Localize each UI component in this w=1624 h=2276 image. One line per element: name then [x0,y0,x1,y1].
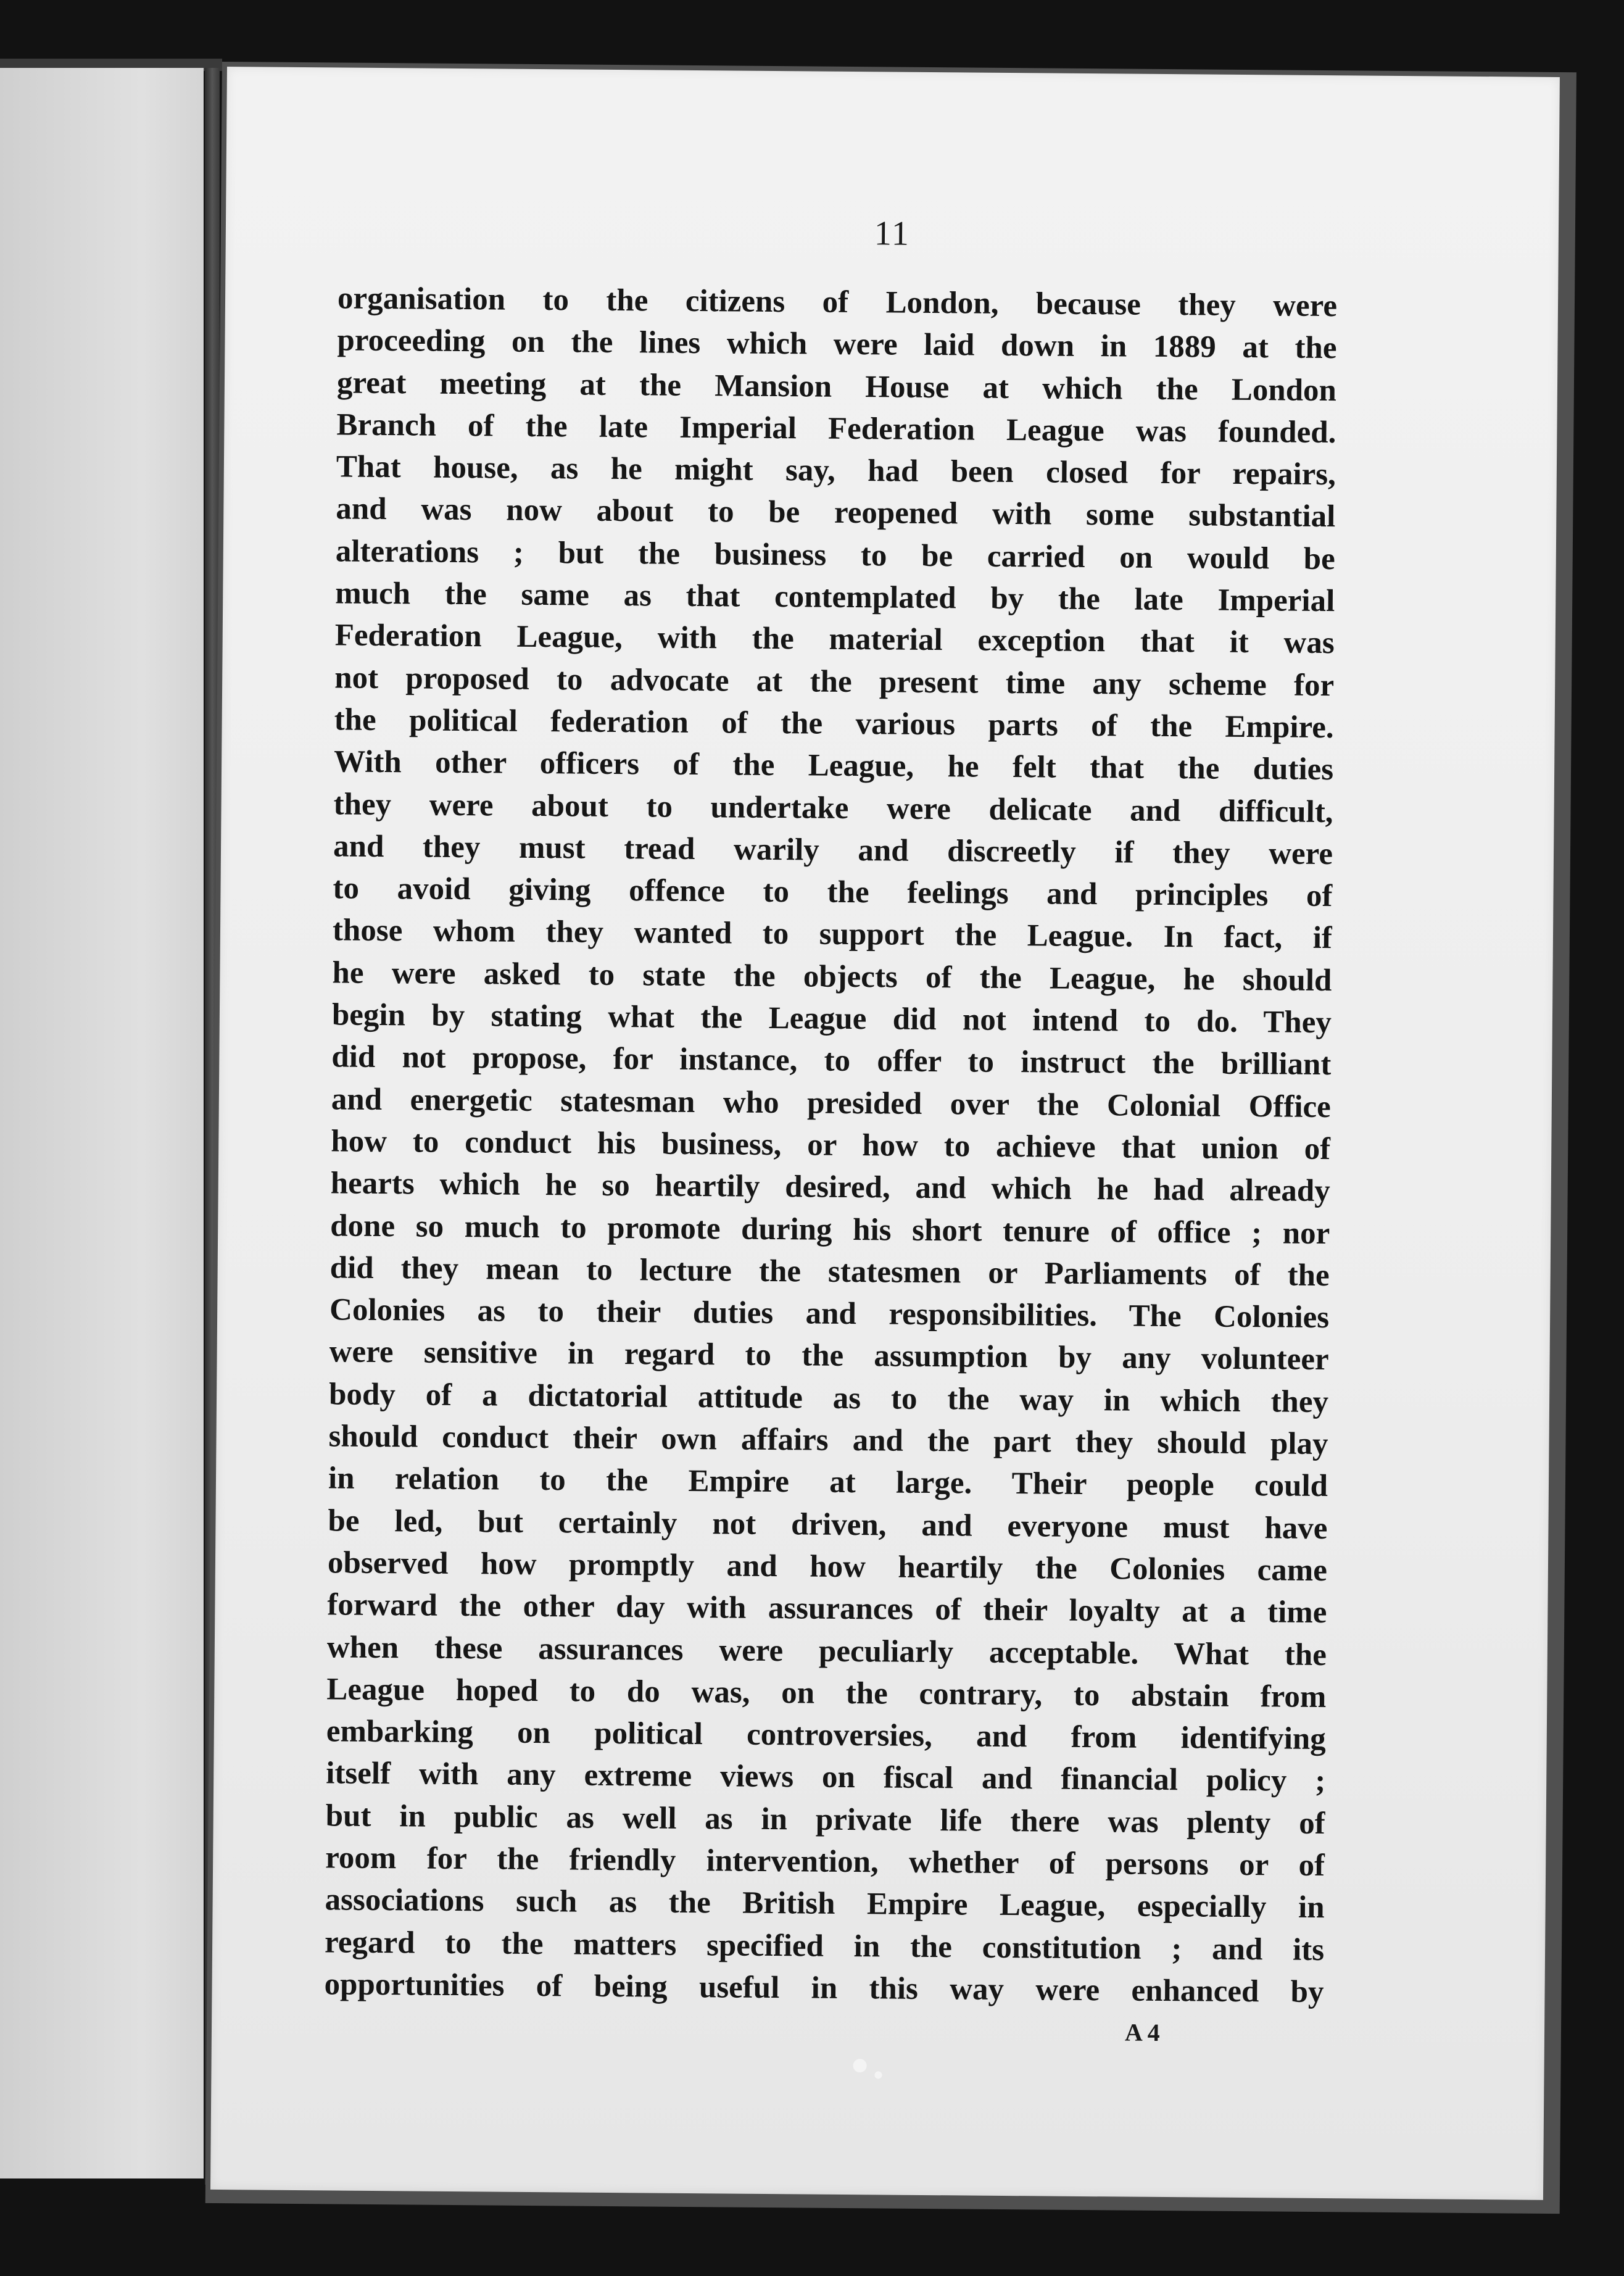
text-line: League hoped to do was, on the contrary, to abstain from [326,1672,1327,1714]
text-line: to avoid giving offence to the feelings and principles of [333,871,1333,914]
text-line: and energetic statesman who presided over the Colonial Office [331,1082,1332,1124]
text-line: but in public as well as in private life there was plenty of [325,1798,1325,1841]
text-line: and they must tread warily and discreetly if they were [333,829,1333,871]
text-line: not proposed to advocate at the present time any scheme for [334,660,1335,703]
body-text [324,277,1337,2013]
text-line: Branch of the late Imperial Federation League was founded. [336,407,1336,451]
text-line: great meeting at the Mansion House at which the London [336,365,1337,408]
text-line: Colonies as to their duties and responsibilities. The Colonies [329,1292,1330,1335]
dust-speck [874,2071,882,2079]
text-line: he were asked to state the objects of the League, he should [332,955,1332,998]
text-line: That house, as he might say, had been closed for repairs, [336,449,1336,492]
signature-mark: A 4 [1124,2018,1160,2046]
text-line: much the same as that contemplated by the late Imperial [335,576,1335,619]
text-line: those whom they wanted to support the League. In fact, if [332,913,1333,956]
text-line: body of a dictatorial attitude as to the way in which they [328,1377,1329,1419]
text-line: and was now about to be reopened with some substantial [336,491,1336,534]
text-line: they were about to undertake were delicate and difficult, [333,786,1333,829]
text-line: With other officers of the League, he felt that the duties [333,744,1334,787]
text-line: regard to the matters specified in the constitution ; and its [324,1924,1325,1967]
text-line: should conduct their own affairs and the part they should play [328,1419,1328,1462]
text-line: embarking on political controversies, and from identifying [326,1714,1326,1757]
text-line: when these assurances were peculiarly acceptable. What the [326,1629,1327,1672]
page-number: 11 [874,214,911,253]
text-line: the political federation of the various parts of the Empire. [334,702,1334,746]
facing-page [0,68,204,2178]
text-line: forward the other day with assurances of their loyalty at a time [327,1587,1327,1630]
text-line: were sensitive in regard to the assumption by any volunteer [329,1334,1329,1377]
dust-speck [853,2059,867,2072]
scanned-page [210,67,1560,2200]
text-line: in relation to the Empire at large. Their people could [328,1461,1328,1504]
text-line: be led, but certainly not driven, and everyone must have [328,1503,1328,1546]
text-line: itself with any extreme views on fiscal and financial policy ; [326,1756,1326,1799]
text-line: Federation League, with the material exception that it was [334,618,1335,661]
text-line: proceeding on the lines which were laid down in 1889 at the [337,323,1337,366]
text-line: done so much to promote during his short tenure of office ; nor [330,1208,1330,1251]
text-line: hearts which he so heartily desired, and which he had already [330,1166,1330,1209]
text-line: organisation to the citizens of London, because they were [337,281,1338,324]
text-line: opportunities of being useful in this way were enhanced by [324,1967,1324,2009]
text-line: begin by stating what the League did not intend to do. They [331,997,1332,1040]
text-line: room for the friendly intervention, whether of persons or of [325,1840,1325,1884]
text-line: did not propose, for instance, to offer to instruct the brilliant [331,1039,1332,1082]
text-line: how to conduct his business, or how to achieve that union of [331,1124,1331,1167]
text-line: observed how promptly and how heartily the Colonies came [327,1545,1328,1588]
text-line: did they mean to lecture the statesmen or Parliaments of the [329,1250,1330,1293]
text-line: alterations ; but the business to be carried on would be [335,534,1336,576]
text-line: associations such as the British Empire League, especially in [325,1882,1325,1925]
